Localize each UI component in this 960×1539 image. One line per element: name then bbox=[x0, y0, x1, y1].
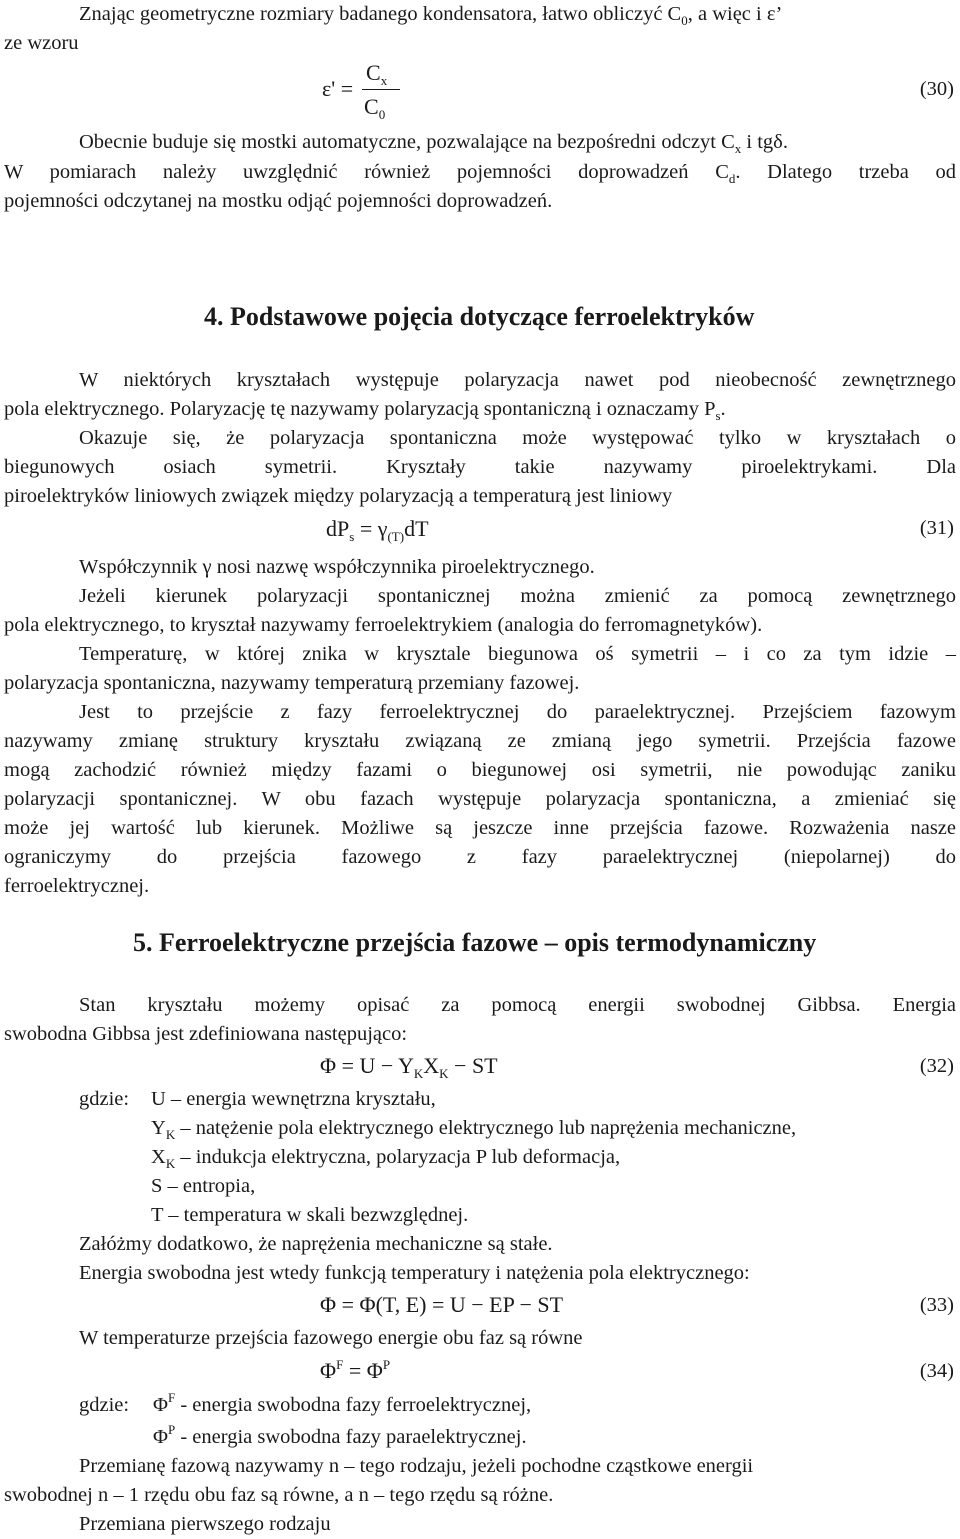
text-line: pola elektrycznego. Polaryzację tę nazywamy polaryzacją spontaniczną i oznaczamy $P_s$. bbox=[4, 398, 726, 423]
equation-number: (33) bbox=[919, 1294, 954, 1316]
equation-number: (30) bbox=[919, 78, 954, 100]
definition-item: T – temperatura w skali bezwzględnej. bbox=[151, 1204, 469, 1226]
text-line: Znając geometryczne rozmiary badanego kondensatora, łatwo obliczyć $C_0$, a więc i ε’ bbox=[79, 3, 783, 28]
text-line: polaryzacja spontaniczna, nazywamy temperaturą przemiany fazowej. bbox=[4, 672, 580, 694]
text-line: Jeżeli kierunek polaryzacji spontanicznej można zmienić za pomocą zewnętrznego bbox=[79, 585, 956, 607]
text-line: może jej wartość lub kierunek. Możliwe są jeszcze inne przejścia fazowe. Rozważenia nasze bbox=[4, 817, 956, 839]
text-line: ferroelektrycznej. bbox=[4, 875, 150, 897]
equation-30-numerator: $C_x$ bbox=[366, 60, 388, 88]
equation-31: $dP_s = \gamma_{(T)}dT$ bbox=[326, 516, 429, 544]
equation-number: (34) bbox=[919, 1360, 954, 1382]
equation-32: $\Phi = U - Y_KX_K$ − ST bbox=[320, 1053, 498, 1081]
equation-34: $\Phi^F = \Phi^P$ bbox=[320, 1357, 391, 1383]
text-line: pojemności odczytanej na mostku odjąć pojemności doprowadzeń. bbox=[4, 190, 553, 212]
text-line: swobodnej n – 1 rzędu obu faz są równe, a n – tego rzędu są różne. bbox=[4, 1484, 554, 1506]
equation-number: (31) bbox=[919, 517, 954, 539]
section-heading-5: 5. Ferroelektryczne przejścia fazowe – opis termodynamiczny bbox=[133, 928, 817, 957]
text-line: W temperaturze przejścia fazowego energie obu faz są równe bbox=[79, 1327, 583, 1349]
definition-item: U – energia wewnętrzna kryształu, bbox=[151, 1088, 436, 1110]
definition-item: $\Phi^F$ - energia swobodna fazy ferroelektrycznej, bbox=[153, 1390, 532, 1416]
text-line: Stan kryształu możemy opisać za pomocą energii swobodnej Gibbsa. Energia bbox=[79, 994, 956, 1016]
text-line: Energia swobodna jest wtedy funkcją temperatury i natężenia pola elektrycznego: bbox=[79, 1262, 750, 1284]
text-line: Współczynnik γ nosi nazwę współczynnika piroelektrycznego. bbox=[79, 556, 595, 578]
equation-33: Φ = Φ(T, E) = U − EP − ST bbox=[320, 1292, 564, 1317]
text-line: polaryzacji spontanicznej. W obu fazach występuje polaryzacja spontaniczna, a zmieniać się bbox=[4, 788, 956, 810]
fraction-bar bbox=[362, 89, 400, 90]
text-line: mogą zachodzić również między fazami o biegunowej osi symetrii, nie powodując zaniku bbox=[4, 759, 956, 781]
equation-30-denominator: $C_0$ bbox=[364, 94, 386, 122]
section-heading-4: 4. Podstawowe pojęcia dotyczące ferroelektryków bbox=[204, 302, 755, 331]
text-line: W pomiarach należy uwzględnić również pojemności doprowadzeń $C_d$. Dlatego trzeba od bbox=[4, 161, 956, 186]
definition-item: $X_K$ – indukcja elektryczna, polaryzacja P lub deformacja, bbox=[151, 1146, 621, 1171]
text-line: Temperaturę, w której znika w krysztale biegunowa oś symetrii – i co za tym idzie – bbox=[79, 643, 956, 665]
text-line: Jest to przejście z fazy ferroelektrycznej do paraelektrycznej. Przejściem fazowym bbox=[79, 701, 956, 723]
definition-item: S – entropia, bbox=[151, 1175, 256, 1197]
definition-item: $\Phi^P$ - energia swobodna fazy paraelektrycznej. bbox=[153, 1422, 527, 1448]
text-line: swobodna Gibbsa jest zdefiniowana następująco: bbox=[4, 1023, 408, 1045]
text-line: Okazuje się, że polaryzacja spontaniczna może występować tylko w kryształach o bbox=[79, 427, 956, 449]
text-line: W niektórych kryształach występuje polaryzacja nawet pod nieobecność zewnętrznego bbox=[79, 369, 956, 391]
text-line: Przemianę fazową nazywamy n – tego rodzaju, jeżeli pochodne cząstkowe energii bbox=[79, 1455, 754, 1477]
text-line: ze wzoru bbox=[4, 32, 79, 54]
text-line: Przemiana pierwszego rodzaju bbox=[79, 1513, 331, 1535]
equation-30-lhs: ε' = bbox=[322, 76, 354, 101]
text-line: Obecnie buduje się mostki automatyczne, pozwalające na bezpośredni odczyt $C_x$ i tgδ. bbox=[79, 131, 788, 156]
text-line: Załóżmy dodatkowo, że naprężenia mechaniczne są stałe. bbox=[79, 1233, 553, 1255]
text-line: nazywamy zmianę struktury kryształu związaną ze zmianą jego symetrii. Przejścia fazowe bbox=[4, 730, 956, 752]
text-line: piroelektryków liniowych związek między polaryzacją a temperaturą jest liniowy bbox=[4, 485, 673, 507]
where-label: gdzie: bbox=[79, 1394, 130, 1416]
text-line: biegunowych osiach symetrii. Kryształy takie nazywamy piroelektrykami. Dla bbox=[4, 456, 956, 478]
definition-item: $Y_K$ – natężenie pola elektrycznego elektrycznego lub naprężenia mechaniczne, bbox=[151, 1117, 797, 1142]
text-line: pola elektrycznego, to kryształ nazywamy ferroelektrykiem (analogia do ferromagnetyków). bbox=[4, 614, 763, 636]
equation-number: (32) bbox=[919, 1055, 954, 1077]
where-label: gdzie: bbox=[79, 1088, 130, 1110]
text-line: ograniczymy do przejścia fazowego z fazy paraelektrycznej (niepolarnej) do bbox=[4, 846, 956, 868]
